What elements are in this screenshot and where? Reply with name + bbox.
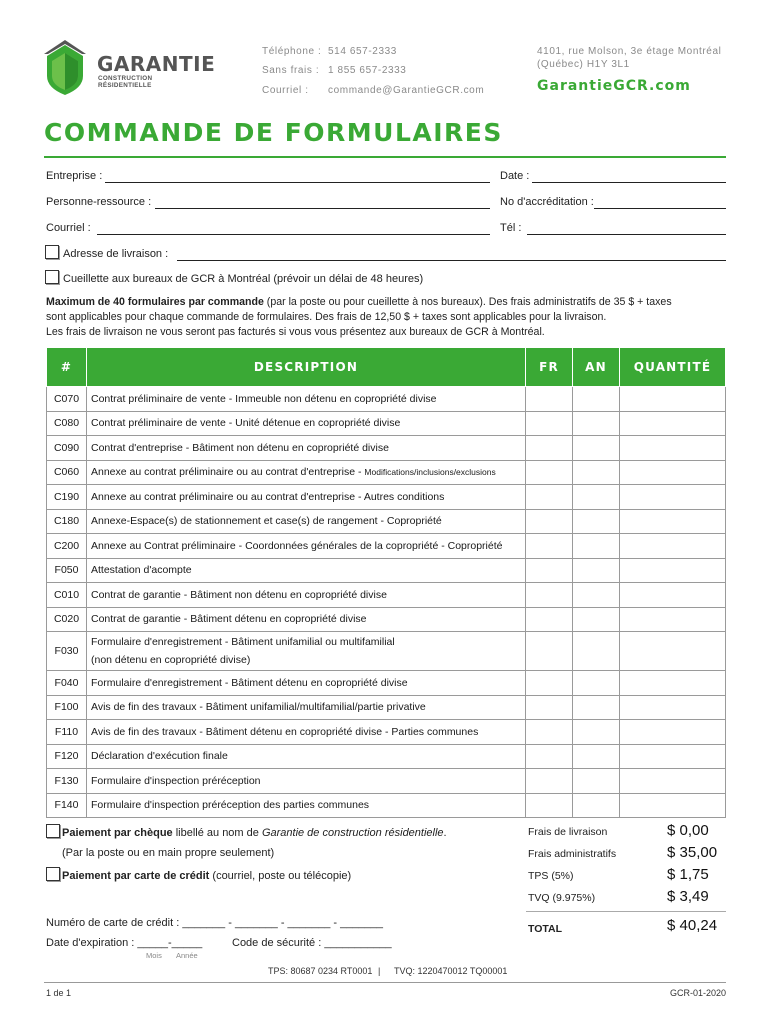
tel-label: Tél : <box>500 222 522 234</box>
phone-label: Téléphone : <box>262 46 322 57</box>
row-description-small: Modifications/inclusions/exclusions <box>364 467 496 478</box>
row-code: C020 <box>47 607 87 632</box>
row-description: Attestation d'acompte <box>91 564 192 577</box>
row-code: F140 <box>47 793 87 818</box>
cueillette-label: Cueillette aux bureaux de GCR à Montréal (prévoir un délai de 48 heures) <box>63 273 424 285</box>
row-qty-input[interactable] <box>620 509 726 534</box>
row-description-cell <box>87 436 526 461</box>
courriel-label: Courriel : <box>46 222 91 234</box>
table-header-row <box>47 348 726 387</box>
row-fr-input[interactable] <box>526 671 573 696</box>
row-code: F050 <box>47 558 87 583</box>
row-qty-input[interactable] <box>620 534 726 559</box>
row-fr-input[interactable] <box>526 485 573 510</box>
entreprise-label: Entreprise : <box>46 170 103 182</box>
row-fr-input[interactable] <box>526 534 573 559</box>
table-row <box>47 671 726 696</box>
row-an-input[interactable] <box>573 793 620 818</box>
row-description-cell <box>87 534 526 559</box>
row-description-cell <box>87 387 526 412</box>
row-code: F100 <box>47 695 87 720</box>
cheque-rest: libellé au nom de <box>172 827 262 839</box>
row-description-cell <box>87 671 526 696</box>
table-row <box>47 632 726 671</box>
cheque-italic: Garantie de construction résidentielle <box>261 827 444 839</box>
notice-line2: sont applicables pour chaque commande de formulaires. Des frais de 12,50 $ + taxes sont applicables pour la livraison. <box>46 311 607 323</box>
row-qty-input[interactable] <box>620 632 726 671</box>
footer-page: 1 de 1 <box>46 988 72 998</box>
row-description: Formulaire d'inspection préréception des parties communes <box>91 799 370 812</box>
row-description: Contrat préliminaire de vente - Unité détenue en copropriété divise <box>91 417 401 430</box>
row-fr-input[interactable] <box>526 793 573 818</box>
notice-bold: Maximum de 40 formulaires par commande <box>46 296 264 308</box>
personne-input[interactable] <box>155 208 490 209</box>
row-description: Contrat préliminaire de vente - Immeuble non détenu en copropriété divise <box>91 392 437 405</box>
row-qty-input[interactable] <box>620 720 726 745</box>
row-an-input[interactable] <box>573 769 620 794</box>
address-line1: 4101, rue Molson, 3e étage Montréal <box>537 46 722 57</box>
row-code: C070 <box>47 387 87 412</box>
col-qty: QUANTITÉ <box>620 348 726 387</box>
row-qty-input[interactable] <box>620 695 726 720</box>
footer-tvq: TVQ: 1220470012 TQ00001 <box>394 966 508 976</box>
row-description-cell <box>87 793 526 818</box>
row-description: Déclaration d'exécution finale <box>91 750 228 763</box>
row-description-cell <box>87 744 526 769</box>
totals-value-1: $ 35,00 <box>667 844 718 861</box>
row-fr-input[interactable] <box>526 411 573 436</box>
totals-value-2: $ 1,75 <box>667 866 709 883</box>
totals-value-3: $ 3,49 <box>667 888 709 905</box>
row-description: Avis de fin des travaux - Bâtiment détenu en copropriété divise - Parties communes <box>91 725 479 738</box>
row-description-cell <box>87 411 526 436</box>
table-row <box>47 720 726 745</box>
date-input[interactable] <box>532 182 726 183</box>
row-fr-input[interactable] <box>526 720 573 745</box>
row-an-input[interactable] <box>573 485 620 510</box>
col-code: # <box>47 348 87 387</box>
col-description: DESCRIPTION <box>87 348 526 387</box>
row-description: Formulaire d'enregistrement - Bâtiment unifamilial ou multifamilial <box>91 636 395 648</box>
footer-sep: | <box>378 966 381 976</box>
row-description: Annexe-Espace(s) de stationnement et case(s) de rangement - Copropriété <box>91 515 442 528</box>
row-fr-input[interactable] <box>526 509 573 534</box>
row-qty-input[interactable] <box>620 558 726 583</box>
row-fr-input[interactable] <box>526 558 573 583</box>
personne-label: Personne-ressource : <box>46 196 152 208</box>
row-code: C080 <box>47 411 87 436</box>
adresse-checkbox[interactable] <box>45 245 59 259</box>
forms-table <box>46 347 726 818</box>
table-row <box>47 387 726 412</box>
page-title: COMMANDE DE FORMULAIRES <box>44 118 503 147</box>
security-code-field[interactable]: Code de sécurité : ___________ <box>232 937 392 949</box>
row-description-line2: (non détenu en copropriété divise) <box>91 654 251 666</box>
row-code: F130 <box>47 769 87 794</box>
table-row <box>47 793 726 818</box>
row-qty-input[interactable] <box>620 671 726 696</box>
cheque-end: . <box>443 827 447 839</box>
adresse-input[interactable] <box>177 260 726 261</box>
cheque-text <box>62 827 447 839</box>
email-label: Courriel : <box>262 85 309 96</box>
tollfree-value: 1 855 657-2333 <box>328 65 407 76</box>
table-row <box>47 558 726 583</box>
row-description-cell <box>87 583 526 608</box>
total-value: $ 40,24 <box>667 917 718 934</box>
email-value[interactable]: commande@GarantieGCR.com <box>328 85 485 96</box>
table-row <box>47 411 726 436</box>
brand-subname: CONSTRUCTION RÉSIDENTIELLE <box>98 75 153 89</box>
row-code: C180 <box>47 509 87 534</box>
tel-input[interactable] <box>527 234 726 235</box>
totals-label-1: Frais administratifs <box>528 848 617 860</box>
card-checkbox[interactable] <box>46 867 60 881</box>
row-qty-input[interactable] <box>620 411 726 436</box>
row-an-input[interactable] <box>573 460 620 485</box>
col-fr: FR <box>526 348 573 387</box>
courriel-input[interactable] <box>97 234 490 235</box>
row-code: C090 <box>47 436 87 461</box>
row-qty-input[interactable] <box>620 793 726 818</box>
row-description: Formulaire d'enregistrement - Bâtiment détenu en copropriété divise <box>91 676 408 689</box>
row-qty-input[interactable] <box>620 583 726 608</box>
row-an-input[interactable] <box>573 583 620 608</box>
cheque-bold: Paiement par chèque <box>62 827 173 839</box>
row-qty-input[interactable] <box>620 769 726 794</box>
tollfree-label: Sans frais : <box>262 65 320 76</box>
row-description-cell <box>87 632 526 671</box>
expiry-year-label: Année <box>176 951 198 960</box>
row-code: C190 <box>47 485 87 510</box>
totals-value-0: $ 0,00 <box>667 822 709 839</box>
row-description-cell <box>87 769 526 794</box>
website-link[interactable]: GarantieGCR.com <box>537 78 691 94</box>
cheque-checkbox[interactable] <box>46 824 60 838</box>
card-bold: Paiement par carte de crédit <box>62 870 210 882</box>
row-description: Annexe au contrat préliminaire ou au contrat d'entreprise - Autres conditions <box>91 490 445 503</box>
table-row <box>47 509 726 534</box>
brand-name: GARANTIE <box>97 52 216 76</box>
row-description-cell <box>87 558 526 583</box>
row-fr-input[interactable] <box>526 583 573 608</box>
row-fr-input[interactable] <box>526 769 573 794</box>
row-qty-input[interactable] <box>620 436 726 461</box>
table-row <box>47 485 726 510</box>
row-qty-input[interactable] <box>620 460 726 485</box>
row-code: F030 <box>47 632 87 671</box>
row-fr-input[interactable] <box>526 695 573 720</box>
address-line2: (Québec) H1Y 3L1 <box>537 59 630 70</box>
footer-divider <box>44 982 726 983</box>
table-row <box>47 583 726 608</box>
row-an-input[interactable] <box>573 607 620 632</box>
row-fr-input[interactable] <box>526 607 573 632</box>
adresse-label: Adresse de livraison : <box>63 248 169 260</box>
table-row <box>47 744 726 769</box>
row-an-input[interactable] <box>573 509 620 534</box>
row-an-input[interactable] <box>573 558 620 583</box>
row-an-input[interactable] <box>573 695 620 720</box>
table-row <box>47 534 726 559</box>
footer-tps: TPS: 80687 0234 RT0001 <box>268 966 373 976</box>
card-rest: (courriel, poste ou télécopie) <box>209 870 352 882</box>
expiry-field[interactable]: Date d'expiration : _____-_____ <box>46 937 203 949</box>
row-fr-input[interactable] <box>526 460 573 485</box>
row-fr-input[interactable] <box>526 436 573 461</box>
col-an: AN <box>573 348 620 387</box>
total-label: TOTAL <box>528 923 563 935</box>
row-description: Annexe au Contrat préliminaire - Coordonnées générales de la copropriété - Copropriété <box>91 539 503 552</box>
row-code: C200 <box>47 534 87 559</box>
entreprise-input[interactable] <box>105 182 490 183</box>
row-description: Avis de fin des travaux - Bâtiment unifamilial/multifamilial/partie privative <box>91 701 426 714</box>
row-description: Annexe au contrat préliminaire ou au contrat d'entreprise - <box>91 466 365 479</box>
row-an-input[interactable] <box>573 436 620 461</box>
row-description-cell <box>87 460 526 485</box>
row-fr-input[interactable] <box>526 744 573 769</box>
row-description-cell <box>87 695 526 720</box>
row-an-input[interactable] <box>573 744 620 769</box>
row-an-input[interactable] <box>573 671 620 696</box>
row-code: C010 <box>47 583 87 608</box>
table-row <box>47 436 726 461</box>
house-shield-icon <box>42 38 88 96</box>
card-number-field[interactable]: Numéro de carte de crédit : _______ - _______ - _______ - _______ <box>46 917 383 929</box>
footer-code: GCR-01-2020 <box>670 988 727 998</box>
row-an-input[interactable] <box>573 534 620 559</box>
accreditation-input[interactable] <box>594 208 726 209</box>
card-text <box>62 870 351 882</box>
table-row <box>47 769 726 794</box>
row-fr-input[interactable] <box>526 387 573 412</box>
row-code: C060 <box>47 460 87 485</box>
row-description: Contrat de garantie - Bâtiment détenu en copropriété divise <box>91 613 367 626</box>
row-qty-input[interactable] <box>620 744 726 769</box>
logo <box>42 38 216 96</box>
date-label: Date : <box>500 170 530 182</box>
row-fr-input[interactable] <box>526 632 573 671</box>
row-qty-input[interactable] <box>620 607 726 632</box>
row-code: F110 <box>47 720 87 745</box>
notice-line3: Les frais de livraison ne vous seront pas facturés si vous vous présentez aux bureaux de GCR à Montréal. <box>46 326 545 338</box>
row-qty-input[interactable] <box>620 387 726 412</box>
row-qty-input[interactable] <box>620 485 726 510</box>
title-divider <box>44 156 726 158</box>
row-description: Contrat de garantie - Bâtiment non détenu en copropriété divise <box>91 588 387 601</box>
accreditation-label: No d'accréditation : <box>500 196 594 208</box>
totals-divider <box>526 911 726 912</box>
totals-label-0: Frais de livraison <box>528 826 608 838</box>
row-description: Formulaire d'inspection préréception <box>91 774 261 787</box>
row-an-input[interactable] <box>573 411 620 436</box>
row-description-cell <box>87 607 526 632</box>
totals-label-3: TVQ (9.975%) <box>528 892 596 904</box>
expiry-month-label: Mois <box>146 951 162 960</box>
row-description: Contrat d'entreprise - Bâtiment non détenu en copropriété divise <box>91 441 389 454</box>
notice <box>46 295 736 340</box>
row-an-input[interactable] <box>573 720 620 745</box>
row-description-cell <box>87 509 526 534</box>
table-row <box>47 460 726 485</box>
cheque-note: (Par la poste ou en main propre seulement) <box>62 847 275 859</box>
notice-line1: (par la poste ou pour cueillette à nos bureaux). Des frais administratifs de 35 $ + taxes <box>263 296 672 308</box>
row-code: F120 <box>47 744 87 769</box>
cueillette-checkbox[interactable] <box>45 270 59 284</box>
table-row <box>47 695 726 720</box>
row-an-input[interactable] <box>573 387 620 412</box>
row-code: F040 <box>47 671 87 696</box>
totals-label-2: TPS (5%) <box>528 870 574 882</box>
row-description-cell <box>87 720 526 745</box>
row-an-input[interactable] <box>573 632 620 671</box>
row-description-cell <box>87 485 526 510</box>
table-row <box>47 607 726 632</box>
phone-value: 514 657-2333 <box>328 46 397 57</box>
